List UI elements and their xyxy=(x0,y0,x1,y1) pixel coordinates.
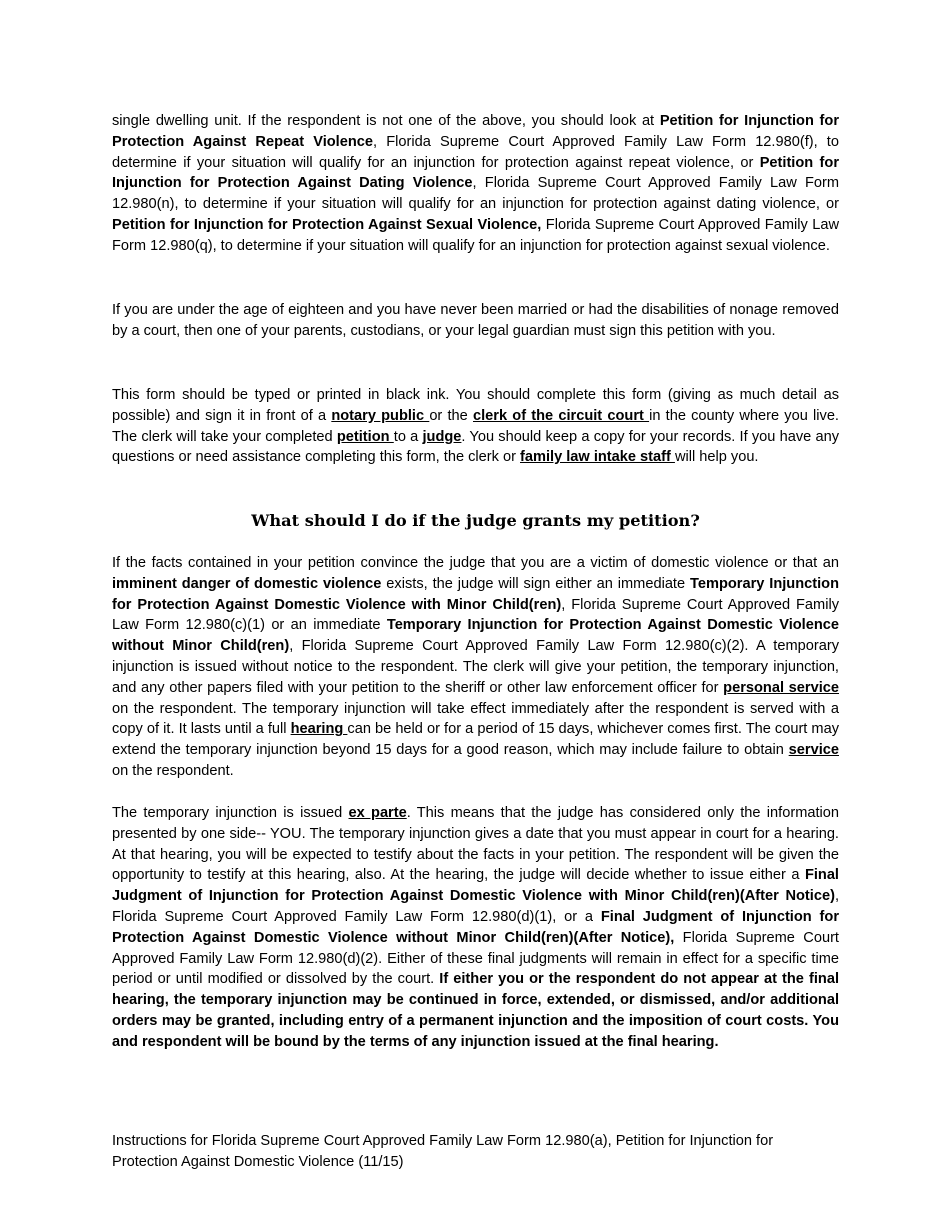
p3-text-2: or the xyxy=(429,407,473,424)
p4-bold-temp-with-children: Temporary Injunction for Protection Against Domestic Violence with Minor Child(ren) xyxy=(112,575,839,613)
section-heading: What should I do if the judge grants my petition? xyxy=(251,511,700,530)
footer-line-1: Instructions for Florida Supreme Court Approved Family Law Form 12.980(a), Petition for Injunction for xyxy=(112,1133,774,1149)
p4-text-6: can be held or for a period of 15 days, whichever comes first. The court may extend the temporary injunction beyond 15 days for a good reason, which may include failure to obtain xyxy=(112,721,840,759)
paragraph-minor-petitioner: If you are under the age of eighteen and you have never been married or had the disabilities of nonage removed by a court, then one of your parents, custodians, or your legal guardian must sign this petition with you. xyxy=(112,302,839,339)
p4-text-2: exists, the judge will sign either an immediate xyxy=(381,575,691,592)
p3-text-6: will help you. xyxy=(674,449,759,466)
p1-bold-repeat-violence: Petition for Injunction for Protection Against Repeat Violence xyxy=(112,113,840,150)
p4-bold-imminent-danger: imminent danger of domestic violence xyxy=(112,575,382,592)
paragraph-other-petitions xyxy=(112,111,839,257)
footer-line-2: Protection Against Domestic Violence (11/15) xyxy=(112,1153,404,1170)
term-hearing: hearing xyxy=(290,721,348,738)
p5-bold-final-without-children: Final Judgment of Injunction for Protection Against Domestic Violence without Minor Child(ren)(After Notice), xyxy=(112,908,839,946)
p4-text-1: If the facts contained in your petition convince the judge that you are a victim of domestic violence or that an xyxy=(112,555,839,571)
p4-bold-temp-without-children: Temporary Injunction for Protection Against Domestic Violence without Minor Child(ren) xyxy=(112,617,839,655)
p4-text-4: , Florida Supreme Court Approved Family Law Form 12.980(c)(2). A temporary injunction is issued without notice to the respondent. The clerk will give your petition, the temporary injunction, and any other papers filed with your petition to the sheriff or other law enforcement officer for xyxy=(112,638,839,696)
p3-text-3: in the county where you live. The clerk will take your completed xyxy=(112,407,839,445)
p1-text-4: Florida Supreme Court Approved Family Law Form 12.980(q), to determine if your situation will qualify for an injunction for protection against sexual violence. xyxy=(112,216,840,254)
p4-text-3: , Florida Supreme Court Approved Family Law Form 12.980(c)(1) or an immediate xyxy=(112,596,839,634)
term-petition: petition xyxy=(336,428,394,445)
p5-bold-warning: If either you or the respondent do not appear at the final hearing, the temporary injunction may be continued in force, extended, or dismissed, and/or additional orders may be granted, including entry of a permanent injunction and the imposition of court costs. You and respondent will be bound by the terms of any injunction issued at the final hearing. xyxy=(112,971,839,1050)
term-judge: judge xyxy=(422,428,462,445)
p5-text-4: Florida Supreme Court Approved Family Law Form 12.980(d)(2). Either of these final judgments will remain in effect for a specific time period or until modified or dissolved by the court. xyxy=(112,929,839,988)
term-personal-service: personal service xyxy=(723,679,839,696)
p5-text-2: . This means that the judge has considered only the information presented by one side-- YOU. The temporary injunction gives a date that you must appear in court for a hearing. At that hearing, you will be expected to testify about the facts in your petition. The respondent will be given the opportunity to testify at this hearing, also. At the hearing, the judge will decide whether to issue either a xyxy=(112,805,839,884)
p5-text-3: , Florida Supreme Court Approved Family Law Form 12.980(d)(1), or a xyxy=(112,888,839,925)
paragraph-temporary-injunction xyxy=(112,553,839,782)
p3-text-5: . You should keep a copy for your records. If you have any questions or need assistance completing this form, the clerk or xyxy=(112,428,840,466)
p1-text-1: single dwelling unit. If the respondent is not one of the above, you should look at xyxy=(112,113,660,129)
p1-bold-sexual-violence: Petition for Injunction for Protection Against Sexual Violence, xyxy=(112,216,542,233)
term-ex-parte: ex parte xyxy=(348,805,407,821)
paragraph-ex-parte-hearing xyxy=(112,803,839,1053)
p3-text-1: This form should be typed or printed in black ink. You should complete this form (giving as much detail as possible) and sign it in front of a xyxy=(112,387,839,424)
p5-bold-final-with-children: Final Judgment of Injunction for Protection Against Domestic Violence with Minor Child(ren)(After Notice) xyxy=(112,867,839,905)
page-footer xyxy=(112,1131,852,1173)
p4-text-5: on the respondent. The temporary injunction will take effect immediately after the respondent is served with a copy of it. It lasts until a full xyxy=(112,700,839,738)
paragraph-form-completion xyxy=(112,385,839,468)
term-service: service xyxy=(788,742,839,759)
p3-text-4: to a xyxy=(393,428,423,445)
term-family-law-intake-staff: family law intake staff xyxy=(520,449,675,466)
p1-text-3: , Florida Supreme Court Approved Family Law Form 12.980(n), to determine if your situation will qualify for an injunction for protection against dating violence, or xyxy=(112,175,840,213)
p4-text-7: on the respondent. xyxy=(112,762,234,779)
p5-text-1: The temporary injunction is issued xyxy=(112,805,349,821)
p1-bold-dating-violence: Petition for Injunction for Protection Against Dating Violence xyxy=(112,154,839,192)
term-notary-public: notary public xyxy=(331,407,430,424)
p1-text-2: , Florida Supreme Court Approved Family Law Form 12.980(f), to determine if your situation will qualify for an injunction for protection against repeat violence, or xyxy=(112,133,839,171)
term-clerk-of-circuit-court: clerk of the circuit court xyxy=(473,407,650,424)
